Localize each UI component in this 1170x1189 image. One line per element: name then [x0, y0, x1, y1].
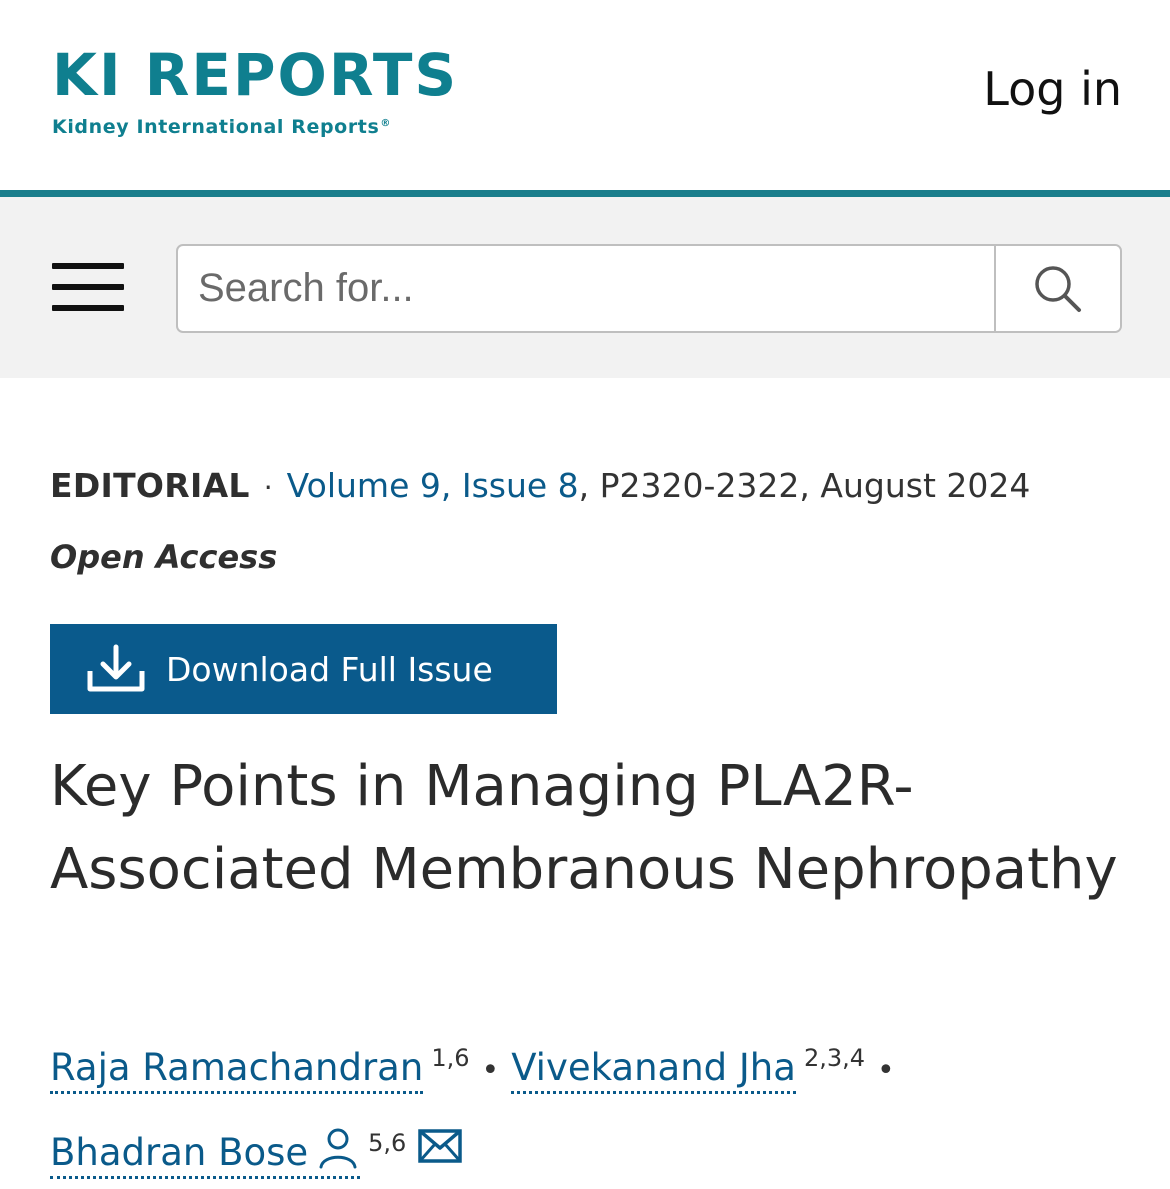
download-full-issue-button[interactable] — [50, 624, 557, 714]
search-bar — [0, 197, 1170, 378]
author-list — [50, 1022, 1130, 1189]
volume-issue-link[interactable]: Volume 9, Issue 8 — [286, 466, 579, 505]
author-affiliations: 1,6 — [431, 1044, 470, 1072]
download-label: Download Full Issue — [166, 649, 493, 689]
corresponding-author-icon — [316, 1125, 360, 1169]
author-affiliations: 2,3,4 — [803, 1044, 866, 1072]
author-separator: • — [877, 1053, 895, 1088]
site-header — [0, 0, 1170, 190]
logo-wordmark: KI REPORTS — [52, 41, 459, 109]
search-box — [176, 244, 1122, 333]
author-affiliations: 5,6 — [368, 1129, 407, 1157]
logo-subtitle: Kidney International Reports® — [52, 116, 391, 138]
article-title: Key Points in Managing PLA2R-Associated Membranous Nephropathy — [50, 754, 1118, 902]
magnifier-icon — [1032, 263, 1084, 315]
meta-separator: · — [263, 471, 273, 504]
article-type: EDITORIAL — [50, 466, 250, 505]
pages-date: , P2320-2322, August 2024 — [578, 466, 1031, 505]
mail-icon[interactable] — [418, 1129, 462, 1163]
login-link[interactable]: Log in — [983, 62, 1122, 116]
journal-logo[interactable] — [52, 41, 459, 138]
download-icon — [86, 644, 146, 694]
author-link[interactable]: Raja Ramachandran — [50, 1046, 423, 1094]
article-meta — [50, 466, 1030, 505]
search-input[interactable] — [178, 246, 995, 331]
author-separator: • — [481, 1053, 500, 1088]
author-link[interactable]: Bhadran Bose — [50, 1131, 360, 1179]
hamburger-menu-icon[interactable] — [52, 261, 124, 313]
author-link[interactable]: Vivekanand Jha — [511, 1046, 796, 1094]
registered-mark: ® — [380, 117, 391, 129]
open-access-label: Open Access — [50, 538, 278, 576]
header-divider — [0, 190, 1170, 197]
search-button[interactable] — [994, 246, 1120, 331]
